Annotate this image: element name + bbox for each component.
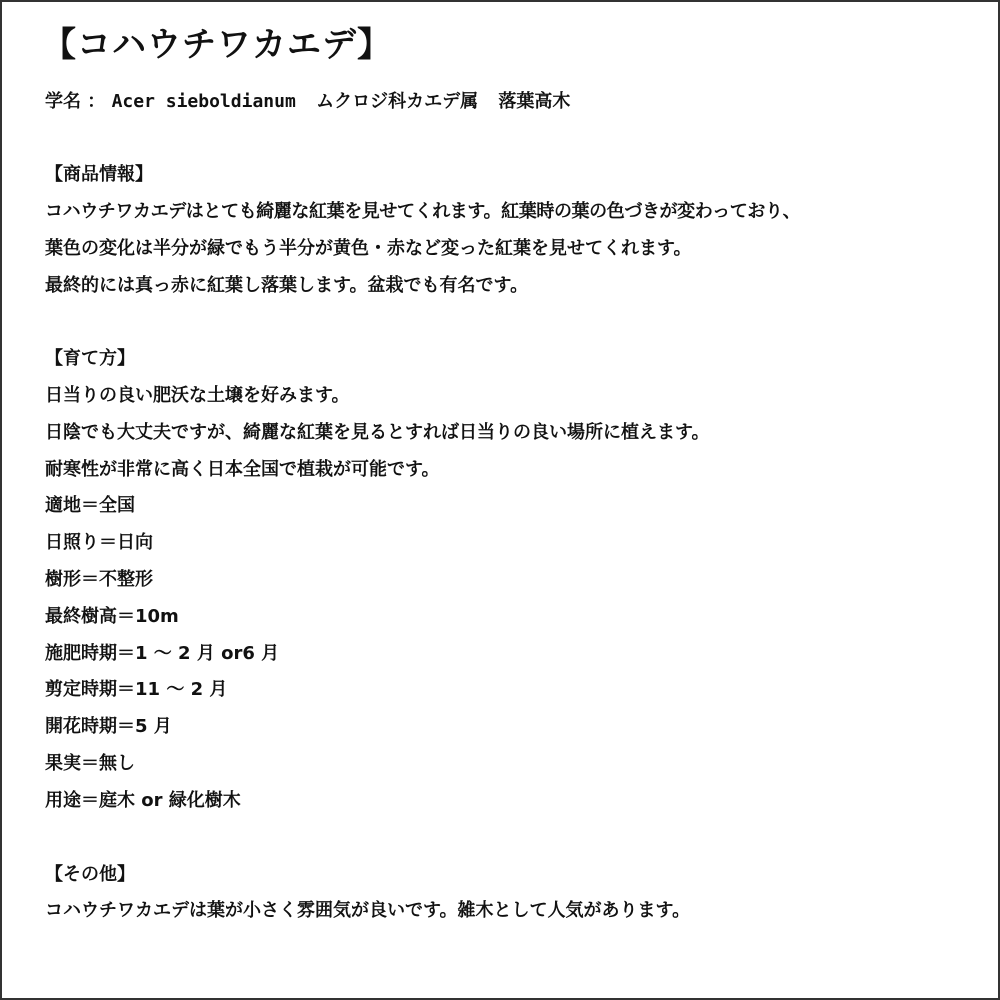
product-info-heading: 【商品情報】 <box>45 164 153 185</box>
care-spec-final-height: 最終樹高＝10m <box>45 606 179 627</box>
care-line: 耐寒性が非常に高く日本全国で植栽が可能です。 <box>45 459 440 480</box>
other-line: コハウチワカエデは葉が小さく雰囲気が良いです。雑木として人気があります。 <box>45 900 691 921</box>
scientific-name-line <box>45 89 570 115</box>
plant-type: 落葉高木 <box>498 91 571 112</box>
care-spec-flowering: 開花時期＝5 月 <box>45 716 172 737</box>
scientific-name-label: 学名 <box>45 91 81 112</box>
care-spec-sunlight: 日照り＝日向 <box>45 532 153 553</box>
care-spec-usage: 用途＝庭木 or 緑化樹木 <box>45 790 241 811</box>
product-info-line: 最終的には真っ赤に紅葉し落葉します。盆栽でも有名です。 <box>45 275 529 296</box>
care-spec-region: 適地＝全国 <box>45 495 135 516</box>
page-title: 【コハウチワカエデ】 <box>42 25 392 65</box>
plant-family: ムクロジ科カエデ属 <box>316 91 479 112</box>
care-spec-fruit: 果実＝無し <box>45 753 135 774</box>
other-heading: 【その他】 <box>45 864 135 885</box>
care-heading: 【育て方】 <box>45 348 135 369</box>
care-spec-tree-shape: 樹形＝不整形 <box>45 569 153 590</box>
scientific-name-separator: ： <box>87 91 106 112</box>
care-line: 日当りの良い肥沃な土壌を好みます。 <box>45 385 350 406</box>
care-spec-pruning: 剪定時期＝11 ～ 2 月 <box>45 679 228 700</box>
product-info-line: コハウチワカエデはとても綺麗な紅葉を見せてくれます。紅葉時の葉の色づきが変わっており、 <box>45 201 801 222</box>
product-info-line: 葉色の変化は半分が緑でもう半分が黄色・赤など変った紅葉を見せてくれます。 <box>45 238 692 259</box>
care-line: 日陰でも大丈夫ですが、綺麗な紅葉を見るとすれば日当りの良い場所に植えます。 <box>45 422 710 443</box>
scientific-name: Acer sieboldianum <box>111 91 296 112</box>
care-spec-fertilizing: 施肥時期＝1 ～ 2 月 or6 月 <box>45 643 280 664</box>
